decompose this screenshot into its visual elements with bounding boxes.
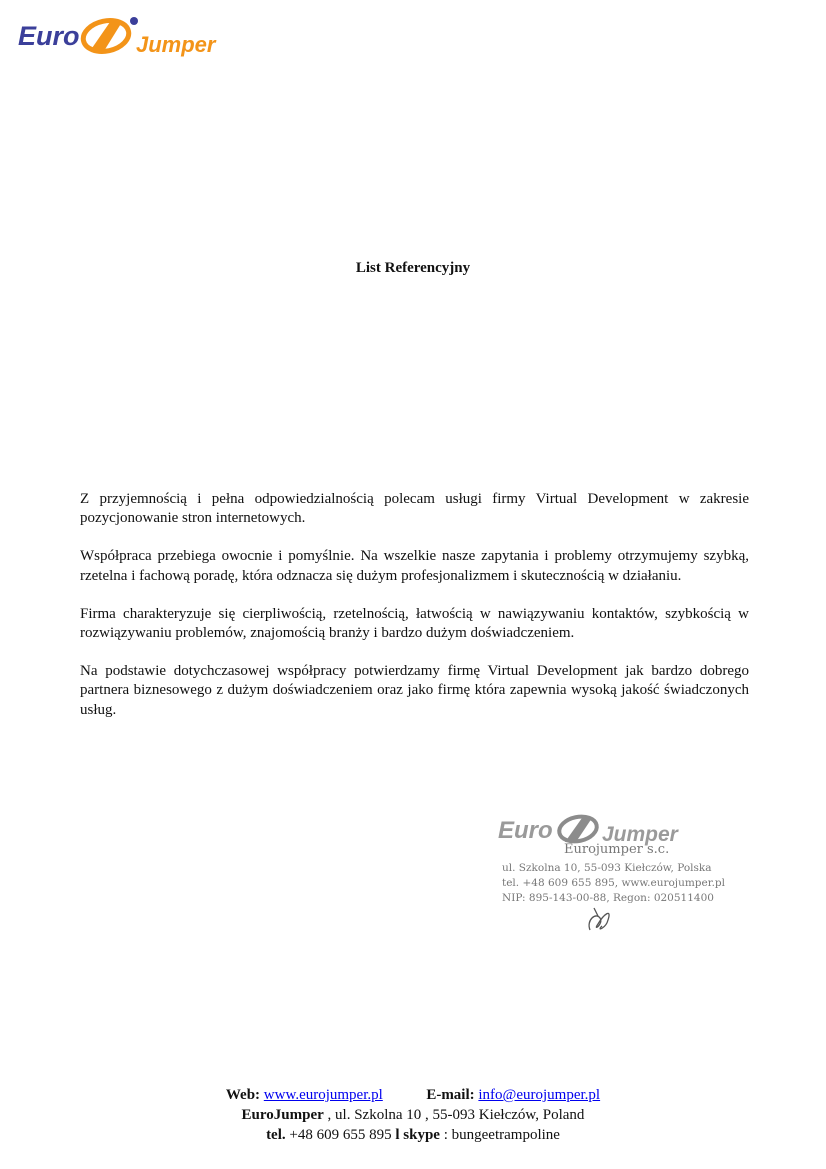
footer-company: EuroJumper	[241, 1107, 324, 1123]
stamp-address: ul. Szkolna 10, 55-093 Kiełczów, Polska	[502, 862, 712, 874]
letter-paragraph: Na podstawie dotychczasowej współpracy potwierdzamy firmę Virtual Development jak bardzo dobrego partnera biznesowego z dużym doświadczeniem oraz jako firmę która zapewnia wysoką jakość świadczonych usług.	[80, 663, 749, 718]
stamp-company: Eurojumper s.c.	[564, 842, 670, 857]
stamp-contact: tel. +48 609 655 895, www.eurojumper.pl	[502, 877, 726, 889]
footer-line-phone	[0, 1125, 826, 1145]
skype-id: : bungeetrampoline	[439, 1127, 560, 1143]
email-link[interactable]: info@eurojumper.pl	[478, 1087, 601, 1103]
letter-title: List Referencyjny	[355, 260, 471, 276]
footer-address: , ul. Szkolna 10 , 55-093 Kiełczów, Poland	[323, 1107, 585, 1123]
svg-text:Euro: Euro	[18, 21, 80, 51]
tel-number: +48 609 655 895	[285, 1127, 396, 1143]
stamp-ids: NIP: 895-143-00-88, Regon: 020511400	[502, 892, 714, 904]
footer	[0, 1085, 826, 1145]
email-label: E-mail:	[426, 1087, 475, 1103]
letter-paragraph: Współpraca przebiega owocnie i pomyślnie. Na wszelkie nasze zapytania i problemy otrzymujemy szybką, rzetelna i fachową poradę, która odznacza się dużym profesjonalizmem i skutecznością w działaniu.	[80, 548, 749, 584]
separator: l	[395, 1127, 400, 1143]
jumper-swoosh-icon	[80, 17, 138, 56]
footer-line-contacts	[0, 1085, 826, 1105]
svg-text:Jumper: Jumper	[136, 32, 216, 57]
web-label: Web:	[225, 1087, 261, 1103]
letter-paragraph: Firma charakteryzuje się cierpliwością, rzetelnością, łatwością w nawiązywaniu kontaktów, szybkością w rozwiązywaniu problemów, znajomością branży i bardzo dużym doświadczeniem.	[80, 605, 749, 642]
handwritten-signature	[582, 902, 618, 936]
tel-label: tel.	[266, 1127, 286, 1143]
svg-text:Euro: Euro	[498, 817, 553, 844]
stamp-swoosh-icon	[557, 813, 599, 844]
eurojumper-logo	[18, 14, 232, 62]
company-stamp	[494, 808, 726, 936]
letter-body	[80, 490, 749, 739]
footer-line-address	[0, 1105, 826, 1125]
letter-paragraph: Z przyjemnością i pełna odpowiedzialnością polecam usługi firmy Virtual Development w zakresie pozycjonowanie stron internetowych.	[80, 491, 749, 527]
svg-text:Jumper: Jumper	[602, 823, 678, 846]
skype-label: skype	[399, 1127, 440, 1143]
website-link[interactable]: www.eurojumper.pl	[263, 1087, 383, 1103]
